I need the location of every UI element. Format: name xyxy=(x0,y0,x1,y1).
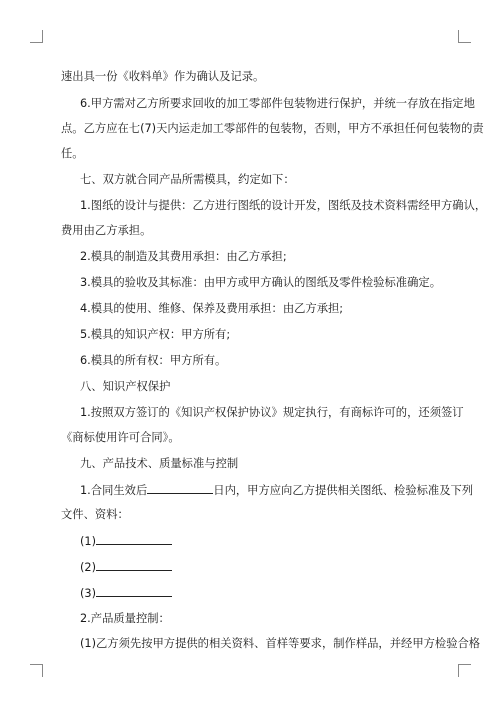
blank-underline xyxy=(96,534,172,545)
crop-mark-top-right xyxy=(458,30,471,43)
crop-mark-bottom-right xyxy=(458,664,471,677)
section-heading: 七、双方就合同产品所需模具，约定如下： xyxy=(80,173,295,186)
text-line: 1.图纸的设计与提供：乙方进行图纸的设计开发，图纸及技术资料需经甲方确认， xyxy=(80,199,487,212)
text-line: 6.甲方需对乙方所要求回收的加工零部件包装物进行保护，并统一存放在指定地 xyxy=(80,97,475,110)
list-item-label: (1) xyxy=(80,535,97,548)
text-line: 速出具一份《收料单》作为确认及记录。 xyxy=(61,70,265,83)
text-line xyxy=(80,483,474,498)
text-line: (1)乙方须先按甲方提供的相关资料、首样等要求，制作样品，并经甲方检验合格 xyxy=(80,637,481,650)
text-line: 1.按照双方签订的《知识产权保护协议》规定执行，有商标许可的，还须签订 xyxy=(80,406,464,419)
text-line: 2.产品质量控制： xyxy=(80,612,170,625)
list-item xyxy=(80,534,460,549)
section-heading: 九、产品技术、质量标准与控制 xyxy=(80,457,239,470)
list-item-label: (3) xyxy=(80,587,97,600)
blank-underline xyxy=(147,483,213,494)
text-line: 3.模具的验收及其标准：由甲方或甲方确认的图纸及零件检验标准确定。 xyxy=(80,276,441,289)
crop-mark-top-left xyxy=(30,30,43,43)
blank-underline xyxy=(96,586,172,597)
section-heading: 八、知识产权保护 xyxy=(80,380,171,393)
text-line: 5.模具的知识产权：甲方所有; xyxy=(80,328,231,341)
crop-mark-bottom-left xyxy=(30,664,43,677)
text-line: 《商标使用许可合同》。 xyxy=(61,431,180,444)
text-line: 4.模具的使用、维修、保养及费用承担：由乙方承担; xyxy=(80,302,344,315)
text-line: 任。 xyxy=(61,147,84,160)
text-line: 文件、资料： xyxy=(61,508,129,521)
text-line: 点。乙方应在七(7)天内运走加工零部件的包装物，否则，甲方不承担任何包装物的责 xyxy=(61,122,484,135)
list-item xyxy=(80,586,460,601)
list-item xyxy=(80,560,460,575)
list-item-label: (2) xyxy=(80,561,97,574)
text-line: 费用由乙方承担。 xyxy=(61,224,152,237)
blank-underline xyxy=(96,560,172,571)
text-line: 6.模具的所有权：甲方所有。 xyxy=(80,354,227,367)
text-fragment: 日内，甲方应向乙方提供相关图纸、检验标准及下列 xyxy=(213,484,474,497)
text-fragment: 1.合同生效后 xyxy=(80,484,148,497)
text-line: 2.模具的制造及其费用承担：由乙方承担; xyxy=(80,250,287,263)
